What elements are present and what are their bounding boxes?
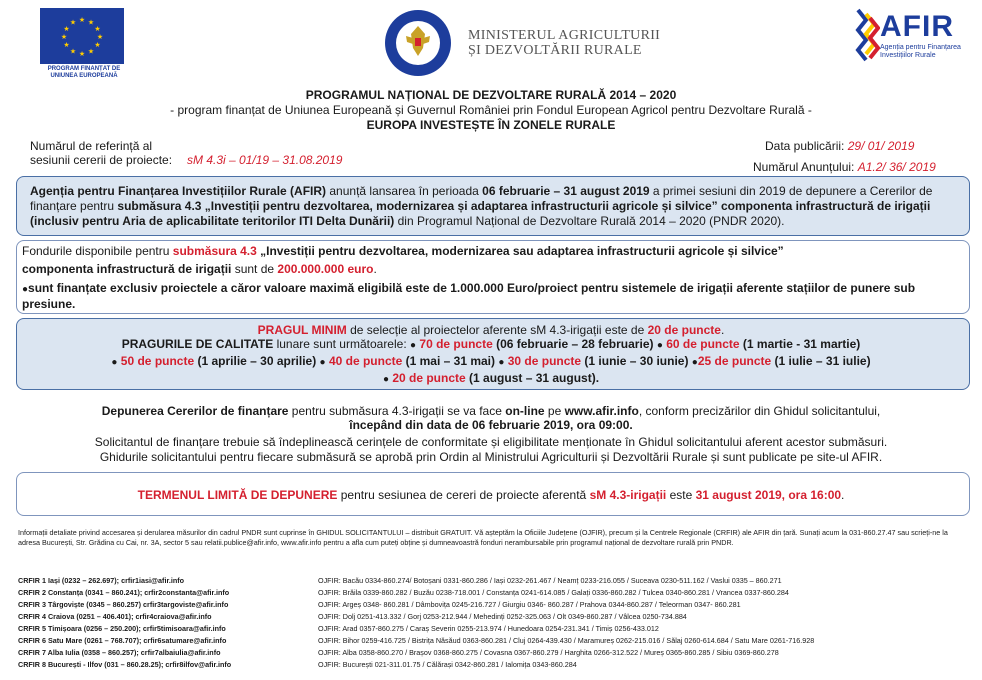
announcement-number: [753, 160, 936, 174]
deadline-text: [0, 488, 982, 502]
funds-text: .: [373, 262, 377, 276]
ojfir-entry: OJFIR: Arad 0357-860.275 / Caraș Severin 0255-213.974 / Hunedoara 0254-231.341 / Timiș 0256-433.012: [318, 624, 659, 633]
deposit-text: , conform precizărilor din Ghidul solicitantului,: [638, 404, 881, 418]
svg-text:★: ★: [78, 50, 86, 58]
deadline-submeasure: sM 4.3-irigații: [589, 488, 667, 502]
eu-caption: PROGRAM FINANȚAT DE UNIUNEA EUROPEANĂ: [47, 66, 121, 79]
government-seal-icon: [383, 8, 453, 78]
ojfir-entry: OJFIR: Bihor 0259-416.725 / Bistrița Năsăud 0363-860.281 / Cluj 0264-439.430 / Maramureș 0262-215.016 / Sălaj 0260-614.684 / Satu Mare 0261-716.928: [318, 636, 815, 645]
deposit-text: pentru submăsura 4.3-irigații se va face: [288, 404, 506, 418]
minimum-threshold-label: PRAGUL MINIM: [257, 323, 347, 337]
svg-text:★: ★: [94, 41, 101, 49]
threshold-points: 60 de puncte: [666, 337, 740, 351]
bullet-icon: ●: [498, 357, 505, 368]
announcement-number-value: A1.2/ 36/ 2019: [857, 160, 936, 174]
threshold-period: (1 martie - 31 martie): [739, 337, 861, 351]
deadline-part: .: [841, 488, 845, 502]
deposit-guides-note: Ghidurile solicitantului pentru fiecare submăsură se aprobă prin Ordin al Ministrului Agriculturii și Dezvoltării Rurale și sunt publicate pe site-ul AFIR.: [99, 450, 883, 464]
announcement-text: [30, 184, 960, 229]
svg-text:★: ★: [60, 33, 68, 41]
threshold-points: 25 de puncte: [697, 354, 772, 368]
bullet-icon: ●: [111, 357, 118, 368]
publication-date: [765, 139, 914, 153]
ojfir-entry: OJFIR: Argeș 0348- 860.281 / Dâmbovița 0245-216.727 / Giurgiu 0346- 860.287 / Prahova 0344-860.287 / Teleorman 0347- 860.281: [318, 600, 741, 609]
announcement-part: din Programul Național de Dezvoltare Rurală 2014 – 2020 (PNDR 2020).: [394, 214, 785, 228]
svg-text:★: ★: [87, 18, 95, 27]
threshold-period: (1 iunie – 30 iunie): [581, 354, 692, 368]
deposit-conformity-note: Solicitantul de finanțare trebuie să îndeplinească cerințele de conformitate și eligibilitate menționate în Ghidul solicitantului aferent acestor submăsuri.: [94, 435, 888, 449]
ministry-line2: ȘI DEZVOLTĂRII RURALE: [468, 43, 642, 58]
info-paragraph: Informații detaliate privind accesarea și derularea măsurilor din cadrul PNDR sunt cuprinse în GHIDUL SOLICITANTULUI – distribuit GRATUIT. Vă așteptăm la Oficiile Județene (OJFIR), precum și la Centrele Regionale (CRFIR) ale AFIR din țară. Sunați acum la 031-860.27.47 sau scrieți-ne la adresa București, Str. Grădina cu Cai, nr. 3A, sector 5 sau relatii.publice@afir.info, www.afir.info pentru a afla cum puteți obține și dumneavoastră fonduri nerambursabile prin programul național de dezvoltare rurală prin PNDR.: [18, 528, 948, 547]
bullet-icon: ●: [410, 340, 417, 351]
quality-thresholds-line2: [0, 354, 982, 370]
deposit-online: on-line: [505, 404, 545, 418]
crfir-entry: CRFIR 6 Satu Mare (0261 – 768.707); crfir6satumare@afir.info: [18, 636, 227, 645]
reference-label-line2: sesiunii cererii de proiecte:: [30, 153, 173, 167]
afir-website-link[interactable]: www.afir.info: [564, 404, 639, 418]
bullet-icon: ●: [382, 374, 389, 385]
ministry-name: [468, 28, 668, 58]
deadline-part: pentru sesiunea de cereri de proiecte aferentă: [337, 488, 590, 502]
component-name: componenta infrastructură de irigații: [22, 262, 232, 276]
submeasure-description: submăsura 4.3 „Investiții pentru dezvoltarea, modernizarea și adaptarea infrastructurii agricole și silvice” componenta infrastructură de irigații (inclusiv pentru Aria de aplicabilitate teritorilor ITI Delta Dunării): [30, 199, 931, 228]
svg-text:★: ★: [63, 41, 70, 49]
submeasure-title: „Investiții pentru dezvoltarea, modernizarea sau adaptarea infrastructurii agricole și silvice”: [256, 244, 784, 258]
session-period: 06 februarie – 31 august 2019: [482, 184, 650, 198]
minimum-threshold: [0, 323, 982, 338]
bullet-icon: ●: [691, 357, 698, 368]
bullet-icon: ●: [656, 340, 663, 351]
threshold-period: (06 februarie – 28 februarie): [492, 337, 657, 351]
reference-value: sM 4.3i – 01/19 – 31.08.2019: [187, 153, 343, 167]
deposit-start-date: începând din data de 06 februarie 2019, ora 09:00.: [349, 418, 633, 432]
threshold-text: de selecție al proiectelor aferente sM 4.3-irigații este de: [346, 323, 648, 337]
crfir-entry: CRFIR 5 Timișoara (0256 – 250.200); crfir5timisoara@afir.info: [18, 624, 226, 633]
quality-thresholds-line3: [0, 371, 982, 387]
threshold-period: (1 aprilie – 30 aprilie): [194, 354, 320, 368]
afir-subtitle-line1: Agenția pentru Finanțarea: [880, 44, 961, 51]
quality-thresholds-line1: [0, 337, 982, 353]
svg-text:★: ★: [69, 47, 77, 56]
svg-text:★: ★: [94, 25, 101, 33]
threshold-points: 70 de puncte: [419, 337, 493, 351]
announcement-part: a primei sesiuni din 2019 de depunere a Cererilor de finanțare pentru: [30, 184, 933, 213]
threshold-period: (1 august – 31 august).: [465, 371, 600, 385]
threshold-points: 30 de puncte: [507, 354, 582, 368]
crfir-entry: CRFIR 3 Târgoviște (0345 – 860.257) crfir3targoviste@afir.info: [18, 600, 229, 609]
threshold-points: 20 de puncte: [392, 371, 466, 385]
svg-text:★: ★: [63, 25, 70, 33]
svg-text:★: ★: [87, 47, 95, 56]
ojfir-entry: OJFIR: Alba 0358-860.270 / Brașov 0368-860.275 / Covasna 0367-860.279 / Harghita 0266-312.522 / Mureș 0365-860.285 / Sibiu 0369-860.278: [318, 648, 779, 657]
publication-date-value: 29/ 01/ 2019: [847, 139, 915, 153]
funds-text: Fondurile disponibile pentru: [22, 244, 173, 258]
threshold-text: lunare sunt următoarele:: [273, 337, 410, 351]
publication-date-label: Data publicării:: [765, 139, 845, 153]
announcement-number-label: Numărul Anunțului:: [753, 160, 855, 174]
reference-label-line1: Numărul de referință al: [30, 139, 153, 153]
svg-text:★: ★: [78, 16, 86, 24]
funds-line1: [22, 244, 962, 259]
eligibility-note: sunt finanțate exclusiv proiectele a căror valoare maximă eligibilă este de 1.000.000 Euro/proiect pentru sistemele de irigații aferente stațiilor de punere sub presiune.: [22, 281, 916, 311]
deadline-part: este: [666, 488, 696, 502]
crfir-entry: CRFIR 7 Alba Iulia (0358 – 860.257); crfir7albaiulia@afir.info: [18, 648, 221, 657]
funds-line2: [22, 262, 962, 277]
afir-name: Agenția pentru Finanțarea Investițiilor Rurale (AFIR): [30, 184, 327, 198]
ojfir-entry: OJFIR: Bacău 0334-860.274/ Botoșani 0331-860.286 / Iași 0232-261.467 / Neamț 0233-216.055 / Suceava 0230-511.162 / Vaslui 0335 – 860.271: [318, 576, 782, 585]
deadline-date: 31 august 2019, ora 16:00: [695, 488, 842, 502]
ministry-line1: MINISTERUL AGRICULTURII: [468, 28, 661, 43]
program-subtitle: - program finanțat de Uniunea Europeană și Guvernul României prin Fondul European Agricol pentru Dezvoltare Rurală -: [170, 103, 812, 117]
announcement-part: anunță lansarea în perioada: [326, 184, 483, 198]
threshold-points: 50 de puncte: [120, 354, 195, 368]
submeasure-code: submăsura 4.3: [172, 244, 257, 258]
crfir-entry: CRFIR 1 Iași (0232 – 262.697); crfir1iasi@afir.info: [18, 576, 185, 585]
funds-text: sunt de: [231, 262, 278, 276]
svg-text:★: ★: [69, 18, 77, 27]
funds-line3: [22, 281, 962, 312]
afir-wordmark: AFIR: [880, 10, 954, 43]
threshold-points: 40 de puncte: [328, 354, 403, 368]
deadline-label: TERMENUL LIMITĂ DE DEPUNERE: [137, 488, 338, 502]
crfir-entry: CRFIR 2 Constanța (0341 – 860.241); crfir2constanta@afir.info: [18, 588, 230, 597]
ojfir-entry: OJFIR: Dolj 0251-413.332 / Gorj 0253-212.944 / Mehedinți 0252-325.063 / Olt 0349-860.287 / Vâlcea 0250-734.884: [318, 612, 687, 621]
program-motto: EUROPA INVESTEȘTE ÎN ZONELE RURALE: [366, 118, 616, 132]
threshold-text: .: [720, 323, 725, 337]
funds-amount: 200.000.000 euro: [277, 262, 374, 276]
threshold-period: (1 mai – 31 mai): [402, 354, 499, 368]
quality-thresholds-label: PRAGURILE DE CALITATE: [121, 337, 274, 351]
threshold-period: (1 iulie – 31 iulie): [771, 354, 871, 368]
crfir-entry: CRFIR 8 București - Ilfov (031 – 860.28.25); crfir8ilfov@afir.info: [18, 660, 232, 669]
deposit-line1: [0, 404, 982, 419]
ojfir-entry: OJFIR: Brăila 0339-860.282 / Buzău 0238-718.001 / Constanța 0241-614.085 / Galați 0336-860.282 / Tulcea 0340-860.281 / Vrancea 0337-860.284: [318, 588, 789, 597]
afir-subtitle: [880, 44, 961, 60]
eu-flag-icon: [40, 8, 124, 64]
bullet-icon: ●: [22, 284, 29, 295]
svg-text:★: ★: [96, 33, 104, 41]
ojfir-entry: OJFIR: București 021-311.01.75 / Călărași 0342-860.281 / Ialomița 0343-860.284: [318, 660, 577, 669]
afir-subtitle-line2: Investițiilor Rurale: [880, 52, 936, 59]
crfir-entry: CRFIR 4 Craiova (0251 – 406.401); crfir4craiova@afir.info: [18, 612, 212, 621]
program-title: PROGRAMUL NAȚIONAL DE DEZVOLTARE RURALĂ 2014 – 2020: [305, 88, 677, 102]
bullet-icon: ●: [319, 357, 326, 368]
eu-logo: [40, 8, 128, 78]
minimum-threshold-value: 20 de puncte: [647, 323, 721, 337]
deposit-label: Depunerea Cererilor de finanțare: [101, 404, 289, 418]
deposit-text: pe: [544, 404, 565, 418]
